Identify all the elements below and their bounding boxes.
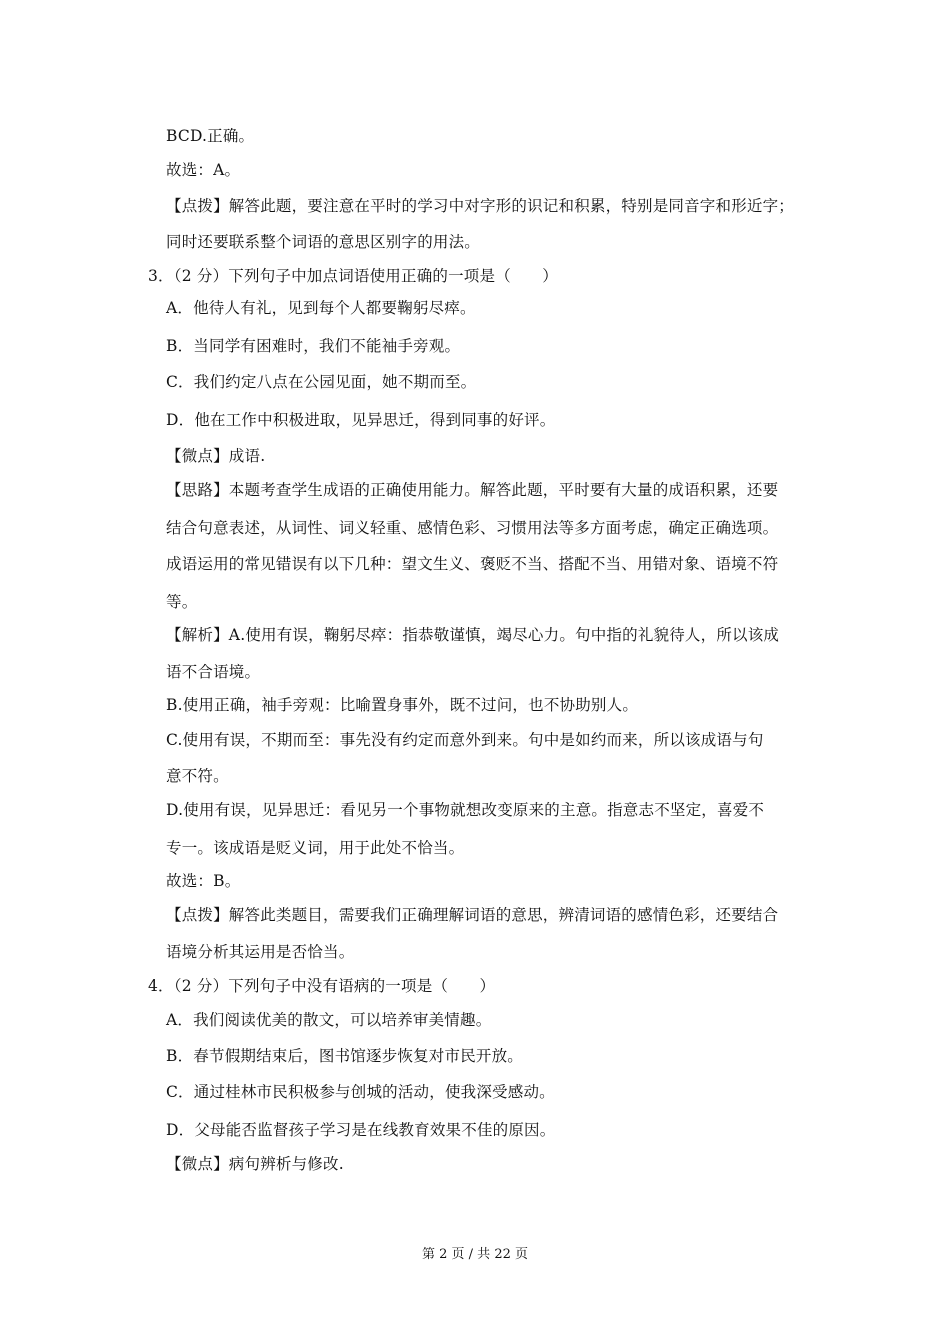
question-3-option-d: D．他在工作中积极进取，见异思迁，得到同事的好评。 <box>166 411 556 429</box>
analysis-paragraph-line: 语不合语境。 <box>166 663 261 681</box>
question-3-stem: 3．（2 分）下列句子中加点词语使用正确的一项是（ ） <box>148 267 559 285</box>
question-3-option-b: B．当同学有困难时，我们不能袖手旁观。 <box>166 337 461 355</box>
question-4-option-c: C．通过桂林市民积极参与创城的活动，使我深受感动。 <box>166 1083 555 1101</box>
question-3-option-a: A．他待人有礼，见到每个人都要鞠躬尽瘁。 <box>166 299 476 317</box>
question-4-option-b: B．春节假期结束后，图书馆逐步恢复对市民开放。 <box>166 1047 523 1065</box>
tip-paragraph-line: 语境分析其运用是否恰当。 <box>166 943 355 961</box>
approach-paragraph-line: 成语运用的常见错误有以下几种：望文生义、褒贬不当、搭配不当、用错对象、语境不符 <box>166 555 779 573</box>
answer-line-bcd: BCD.正确。 <box>166 127 255 145</box>
question-4-option-d: D．父母能否监督孩子学习是在线教育效果不佳的原因。 <box>166 1121 556 1139</box>
approach-paragraph-line: 结合句意表述，从词性、词义轻重、感情色彩、习惯用法等多方面考虑，确定正确选项。 <box>166 519 779 537</box>
tip-paragraph-line: 【点拨】解答此类题目，需要我们正确理解词语的意思，辨清词语的感情色彩，还要结合 <box>166 906 779 924</box>
approach-paragraph-line: 等。 <box>166 593 198 611</box>
answer-choice-line: 故选：A。 <box>166 161 241 179</box>
analysis-paragraph-line: 意不符。 <box>166 767 229 785</box>
analysis-paragraph-line: C.使用有误，不期而至：事先没有约定而意外到来。句中是如约而来，所以该成语与句 <box>166 731 764 749</box>
analysis-paragraph-line: D.使用有误，见异思迁：看见另一个事物就想改变原来的主意。指意志不坚定，喜爱不 <box>166 801 765 819</box>
question-3-option-c: C．我们约定八点在公园见面，她不期而至。 <box>166 373 477 391</box>
analysis-paragraph-line: 专一。该成语是贬义词，用于此处不恰当。 <box>166 839 465 857</box>
analysis-paragraph-line: 【解析】A.使用有误，鞠躬尽瘁：指恭敬谨慎，竭尽心力。句中指的礼貌待人，所以该成 <box>166 626 780 644</box>
tip-paragraph-line: 同时还要联系整个词语的意思区别字的用法。 <box>166 233 481 251</box>
analysis-paragraph-line: B.使用正确，袖手旁观：比喻置身事外，既不过问，也不协助别人。 <box>166 696 639 714</box>
answer-choice-line: 故选：B。 <box>166 872 241 890</box>
page-number-footer: 第 2 页 / 共 22 页 <box>422 1247 528 1262</box>
knowledge-point-line: 【微点】病句辨析与修改. <box>166 1155 344 1173</box>
knowledge-point-line: 【微点】成语. <box>166 447 266 465</box>
question-4-stem: 4．（2 分）下列句子中没有语病的一项是（ ） <box>148 977 496 995</box>
question-4-option-a: A．我们阅读优美的散文，可以培养审美情趣。 <box>166 1011 492 1029</box>
tip-paragraph-line: 【点拨】解答此题，要注意在平时的学习中对字形的识记和积累，特别是同音字和形近字； <box>166 197 795 215</box>
approach-paragraph-line: 【思路】本题考查学生成语的正确使用能力。解答此题，平时要有大量的成语积累，还要 <box>166 481 779 499</box>
